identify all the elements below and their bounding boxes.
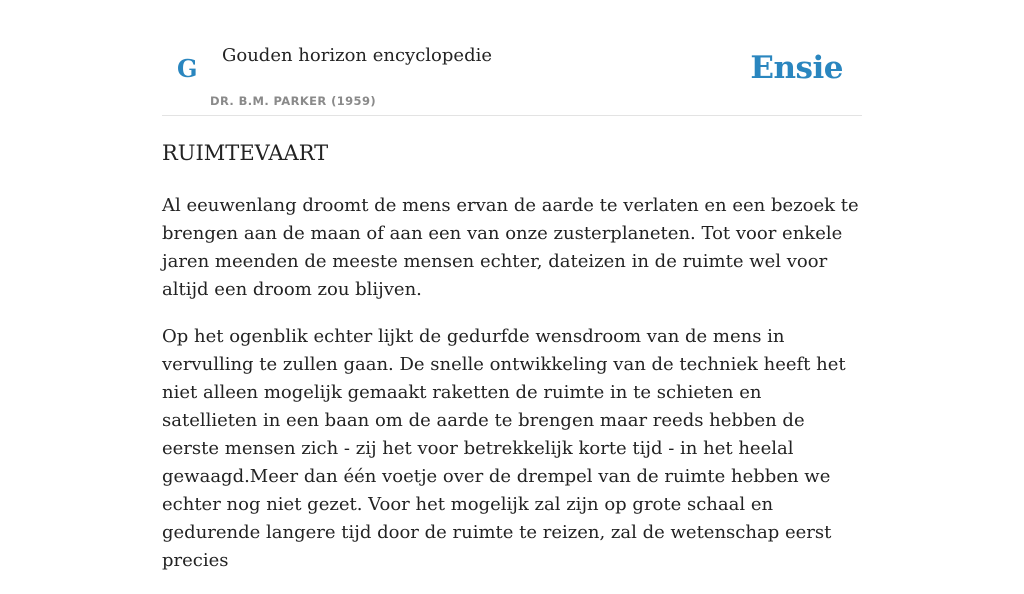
- source-header: [162, 0, 862, 116]
- ensie-logo-link[interactable]: Ensie: [750, 50, 843, 86]
- article-page: [162, 0, 862, 571]
- source-author: DR. B.M. PARKER (1959): [210, 94, 377, 108]
- encyclopedia-logo-icon[interactable]: G: [177, 54, 198, 83]
- source-book-title[interactable]: Gouden horizon encyclopedie: [222, 45, 492, 66]
- article-body: [162, 192, 862, 594]
- article-paragraph: Al eeuwenlang droomt de mens ervan de aarde te verlaten en een bezoek te brengen aan de maan of aan een van onze zusterplaneten. Tot voor enkele jaren meenden de meeste mensen echter, dateizen in de ruimte wel voor altijd een droom zou blijven.: [162, 195, 859, 300]
- article-title: RUIMTEVAART: [162, 141, 329, 165]
- article-paragraph: Op het ogenblik echter lijkt de gedurfde wensdroom van de mens in vervulling te zullen gaan. De snelle ontwikkeling van de techniek heeft het niet alleen mogelijk gemaakt raketten de ruimte in te schieten en satellieten in een baan om de aarde te brengen maar reeds hebben de eerste mensen zich - zij het voor betrekkelijk korte tijd - in het heelal gewaagd.Meer dan één voetje over de drempel van de ruimte hebben we echter nog niet gezet. Voor het mogelijk zal zijn op grote schaal en gedurende langere tijd door de ruimte te reizen, zal de wetenschap eerst precies: [162, 326, 846, 571]
